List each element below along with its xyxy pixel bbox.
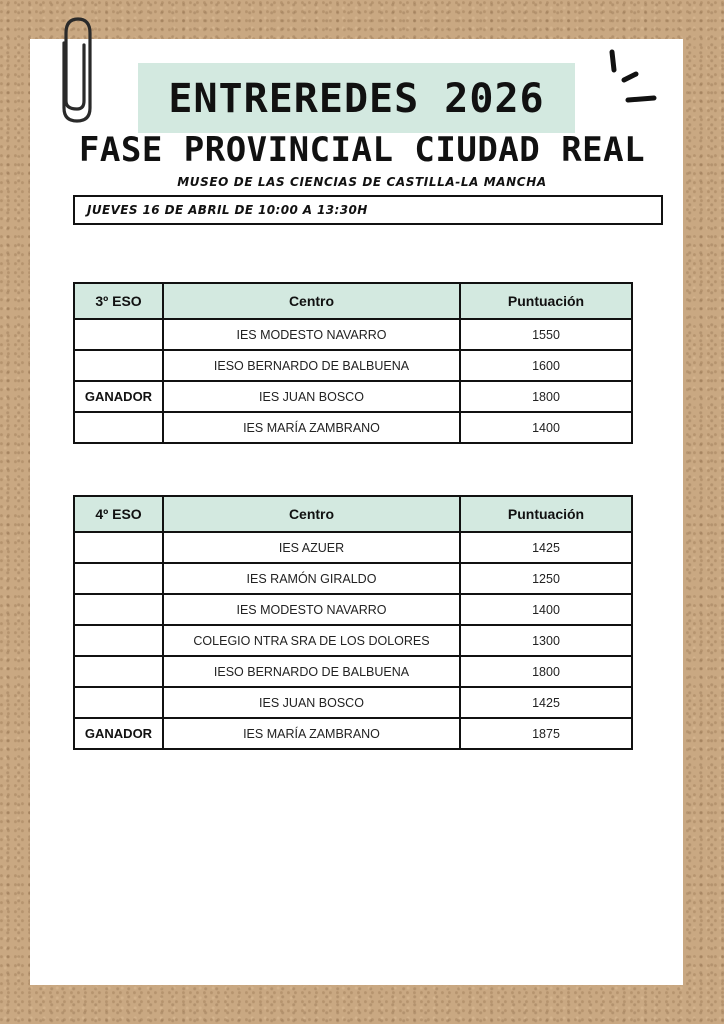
score-cell: 1400 xyxy=(460,594,632,625)
row-label xyxy=(74,319,163,350)
page-title: ENTREREDES 2026 xyxy=(168,76,545,122)
event-date: JUEVES 16 DE ABRIL DE 10:00 A 13:30H xyxy=(73,195,663,225)
venue-text: MUSEO DE LAS CIENCIAS DE CASTILLA-LA MANCHA xyxy=(177,175,547,189)
centro-cell: IES MARÍA ZAMBRANO xyxy=(163,718,460,749)
table-row xyxy=(74,319,632,350)
row-label xyxy=(74,625,163,656)
row-label xyxy=(74,532,163,563)
table-row xyxy=(74,381,632,412)
score-cell: 1425 xyxy=(460,687,632,718)
table-row xyxy=(74,594,632,625)
table-row xyxy=(74,718,632,749)
score-cell: 1400 xyxy=(460,412,632,443)
winner-label: GANADOR xyxy=(74,718,163,749)
table-row xyxy=(74,625,632,656)
table-header-row xyxy=(74,283,632,319)
table-row xyxy=(74,687,632,718)
score-cell: 1250 xyxy=(460,563,632,594)
row-label xyxy=(74,594,163,625)
score-cell: 1300 xyxy=(460,625,632,656)
centro-header: Centro xyxy=(163,496,460,532)
centro-cell: IES MODESTO NAVARRO xyxy=(163,594,460,625)
table-row xyxy=(74,350,632,381)
centro-cell: IES MODESTO NAVARRO xyxy=(163,319,460,350)
centro-cell: IES JUAN BOSCO xyxy=(163,687,460,718)
puntuacion-header: Puntuación xyxy=(460,283,632,319)
row-label xyxy=(74,687,163,718)
centro-cell: IES AZUER xyxy=(163,532,460,563)
table-row xyxy=(74,656,632,687)
table-row xyxy=(74,532,632,563)
row-label xyxy=(74,350,163,381)
centro-cell: IES JUAN BOSCO xyxy=(163,381,460,412)
level-header: 3º ESO xyxy=(74,283,163,319)
row-label xyxy=(74,656,163,687)
centro-cell: IES MARÍA ZAMBRANO xyxy=(163,412,460,443)
centro-cell: IESO BERNARDO DE BALBUENA xyxy=(163,656,460,687)
centro-cell: COLEGIO NTRA SRA DE LOS DOLORES xyxy=(163,625,460,656)
score-cell: 1875 xyxy=(460,718,632,749)
table-row xyxy=(74,412,632,443)
row-label xyxy=(74,563,163,594)
score-cell: 1600 xyxy=(460,350,632,381)
level-header: 4º ESO xyxy=(74,496,163,532)
results-table-4eso xyxy=(73,495,633,750)
results-table-3eso xyxy=(73,282,633,444)
score-cell: 1800 xyxy=(460,656,632,687)
row-label xyxy=(74,412,163,443)
centro-cell: IES RAMÓN GIRALDO xyxy=(163,563,460,594)
accent-marks-icon xyxy=(602,48,662,108)
paperclip-icon xyxy=(50,13,110,128)
score-cell: 1550 xyxy=(460,319,632,350)
score-cell: 1425 xyxy=(460,532,632,563)
centro-cell: IESO BERNARDO DE BALBUENA xyxy=(163,350,460,381)
puntuacion-header: Puntuación xyxy=(460,496,632,532)
table-header-row xyxy=(74,496,632,532)
table-row xyxy=(74,563,632,594)
score-cell: 1800 xyxy=(460,381,632,412)
winner-label: GANADOR xyxy=(74,381,163,412)
centro-header: Centro xyxy=(163,283,460,319)
page-subtitle: FASE PROVINCIAL CIUDAD REAL xyxy=(78,130,646,170)
